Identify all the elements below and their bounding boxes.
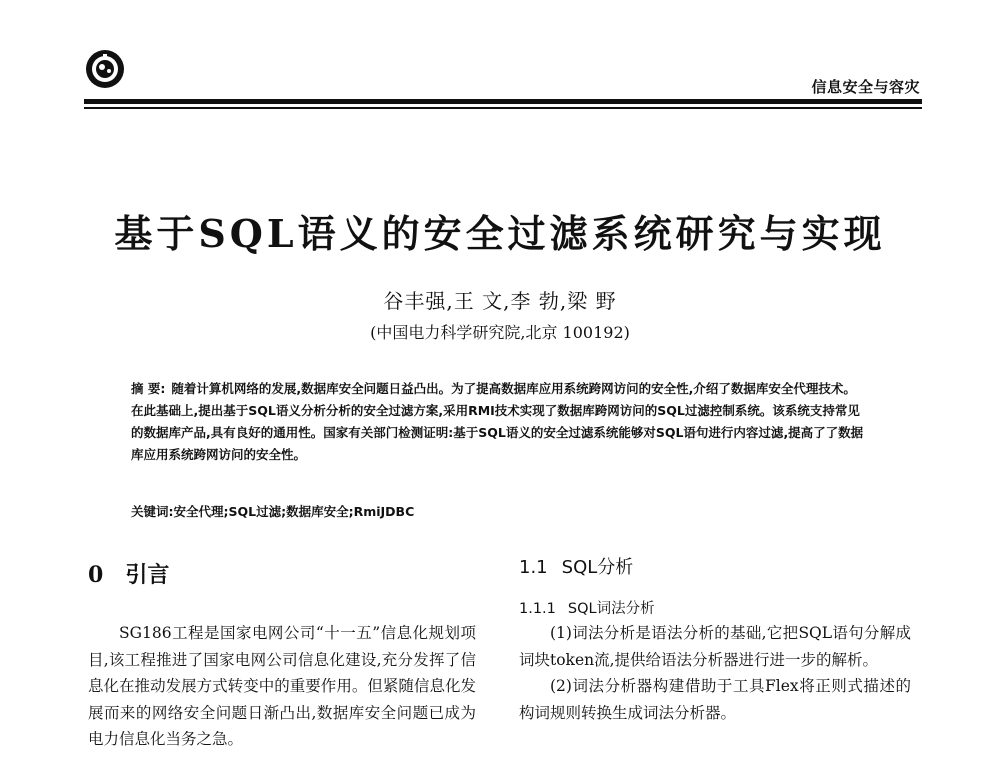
keywords [131,502,867,520]
right-column [519,620,911,726]
authors: 谷丰强,王 文,李 勃,梁 野 [383,289,617,313]
section-heading-introduction [88,558,169,589]
abstract-text: 随着计算机网络的发展,数据库安全问题日益凸出。为了提高数据库应用系统跨网访问的安全性,介绍了数据库安全代理技术。在此基础上,提出基于SQL语义分析分析的安全过滤方案,采用RMI技术实现了数据库跨网访问的SQL过滤控制系统。该系统支持常见的数据库产品,具有良好的通用性。国家有关部门检测证明:基于SQL语义的安全过滤系统能够对SQL语句进行内容过滤,提高了了数据库应用系统跨网访问的安全性。 [131,381,864,462]
keywords-label: 关键词: [131,504,174,519]
section-title: 引言 [125,562,170,588]
section-tag: 信息安全与容灾 [811,78,920,96]
subsubsection-heading [519,597,655,618]
subsection-title: SQL分析 [561,557,634,578]
subsection-number: 1.1 [519,557,548,578]
subsection-heading [519,553,633,579]
affiliation: (中国电力科学研究院,北京 100192) [370,323,630,342]
journal-seal-icon [84,48,126,90]
header-rule-thin [84,107,922,109]
section-number: 0 [88,562,104,588]
body-paragraph: SG186工程是国家电网公司“十一五”信息化规划项目,该工程推进了国家电网公司信息化建设,充分发挥了信息化在推动发展方式转变中的重要作用。但紧随信息化发展而来的网络安全问题日渐凸出,数据库安全问题已成为电力信息化当务之急。 [88,624,476,748]
subsubsection-number: 1.1.1 [519,601,556,617]
header-rule-thick [84,99,922,104]
abstract [131,378,867,466]
body-paragraph: (2)词法分析器构建借助于工具Flex将正则式描述的构词规则转换生成词法分析器。 [519,677,911,722]
abstract-label: 摘 要: [131,381,166,396]
body-paragraph: (1)词法分析是语法分析的基础,它把SQL语句分解成词块token流,提供给语法分析器进行进一步的解析。 [519,624,911,669]
paper-title: 基于SQL语义的安全过滤系统研究与实现 [114,211,886,256]
subsubsection-title: SQL词法分析 [567,601,655,617]
left-column [88,620,476,753]
keywords-text: 安全代理;SQL过滤;数据库安全;RmiJDBC [173,504,415,519]
